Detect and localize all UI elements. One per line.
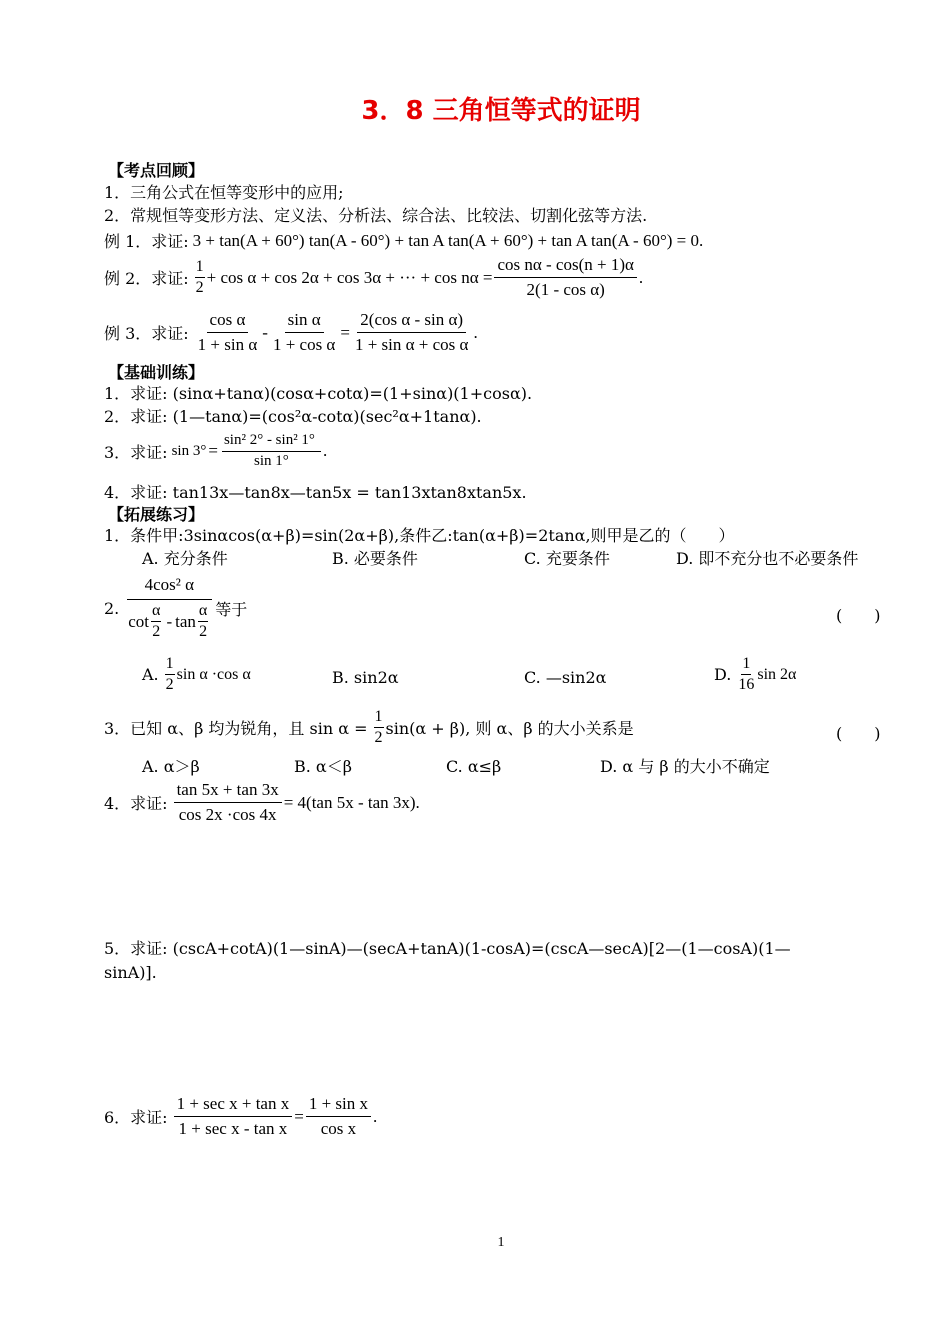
example-3	[104, 310, 478, 355]
example-3-fraction-1	[195, 310, 261, 355]
fraction-denominator: 2	[195, 279, 204, 296]
equals-sign: =	[340, 322, 350, 342]
ext-question-2-option-a	[142, 655, 251, 694]
fraction-numerator: cos α	[207, 310, 249, 333]
example-3-fraction-3	[352, 310, 472, 355]
ext-question-6-rhs-fraction	[306, 1094, 371, 1139]
basic-question-3-lhs: sin 3°	[171, 442, 207, 459]
fraction-denominator: 2	[199, 623, 208, 640]
ext-question-2	[104, 575, 251, 641]
fraction-denominator: 2	[374, 729, 383, 746]
ext-question-1-option-d: D. 即不充分也不必要条件	[676, 549, 859, 568]
period: .	[473, 322, 478, 342]
fraction-numerator: 2(cos α - sin α)	[357, 310, 466, 333]
period: .	[373, 1106, 378, 1126]
basic-question-3-fraction	[222, 432, 321, 470]
fraction-numerator: 1 + sin x	[306, 1094, 371, 1117]
example-2-half-fraction	[195, 258, 205, 297]
cot-label: cot	[128, 611, 150, 631]
ext-question-6-label: 6．求证:	[104, 1108, 168, 1127]
minus-sign: -	[166, 611, 173, 631]
alpha-half-fraction	[198, 602, 208, 641]
review-item-2: 2．常规恒等变形方法、定义法、分析法、综合法、比较法、切割化弦等方法.	[104, 206, 648, 225]
ext-question-3-option-b: B. α＜β	[294, 757, 352, 776]
example-3-label: 例 3．求证:	[104, 324, 189, 343]
ext-question-2-option-b: B. sin2α	[332, 668, 399, 687]
fraction-numerator: α	[151, 602, 161, 622]
ext-question-2-label: 2.	[104, 598, 120, 618]
fraction-denominator: cos 2x ·cos 4x	[178, 805, 277, 824]
fraction-numerator: cos nα - cos(n + 1)α	[494, 255, 636, 278]
page-title: 3．8 三角恒等式的证明	[361, 96, 641, 126]
basic-question-3	[104, 432, 327, 470]
period: .	[638, 267, 644, 287]
fraction-denominator: 2	[165, 676, 174, 693]
basic-question-1: 1．求证: (sinα+tanα)(cosα+cotα)=(1+sinα)(1+cosα).	[104, 384, 533, 403]
ext-question-5-line-2: sinA)].	[104, 963, 157, 982]
option-label: D.	[714, 665, 732, 684]
ext-question-1-option-b: B. 必要条件	[332, 549, 418, 568]
ext-question-1-option-a: A. 充分条件	[142, 549, 228, 568]
example-2-label: 例 2．求证:	[104, 269, 189, 288]
section-heading-basic: 【基础训练】	[108, 363, 205, 382]
option-d-expression: sin 2α	[757, 665, 797, 683]
ext-question-1: 1．条件甲:3sinαcos(α+β)=sin(2α+β),条件乙:tan(α+β)=2tanα,则甲是乙的（ ）	[104, 526, 735, 545]
ext-question-6-lhs-fraction	[174, 1094, 293, 1139]
section-heading-extension: 【拓展练习】	[108, 505, 205, 524]
ext-question-4-fraction	[174, 780, 282, 825]
fraction-denominator: 1 + sin α + cos α	[354, 335, 469, 354]
fraction-denominator: 2	[152, 623, 161, 640]
section-heading-review: 【考点回顾】	[108, 161, 205, 180]
basic-question-4: 4．求证: tan13x—tan8x—tan5x = tan13xtan8xtan5x.	[104, 483, 527, 502]
ext-question-3-option-c: C. α≤β	[446, 757, 502, 776]
tan-label: tan	[175, 611, 196, 631]
ext-question-4-label: 4．求证:	[104, 794, 168, 813]
fraction-denominator: 1 + sec x - tan x	[178, 1119, 288, 1138]
example-1	[104, 229, 703, 252]
ext-question-3-option-d: D. α 与 β 的大小不确定	[600, 757, 770, 776]
fraction-numerator: 4cos² α	[127, 575, 212, 600]
example-1-expression: 3 + tan(A + 60°) tan(A - 60°) + tan A tan(A + 60°) + tan A tan(A - 60°) = 0.	[192, 230, 704, 250]
half-fraction	[165, 655, 175, 694]
ext-question-3-prefix: 3．已知 α、β 均为锐角，且 sin α =	[104, 719, 368, 738]
fraction-numerator: sin α	[285, 310, 324, 333]
example-1-label: 例 1．求证:	[104, 232, 189, 251]
fraction-denominator: sin 1°	[254, 453, 289, 469]
fraction-numerator: α	[198, 602, 208, 622]
ext-question-2-suffix: 等于	[215, 599, 248, 619]
fraction-denominator	[125, 600, 213, 641]
fraction-denominator: cos x	[320, 1119, 357, 1138]
half-fraction	[374, 708, 384, 747]
example-2-rhs-fraction	[494, 255, 636, 300]
ext-question-3	[104, 708, 638, 747]
equals-sign: =	[208, 441, 218, 460]
basic-question-2: 2．求证: (1—tanα)=(cos²α-cotα)(sec²α+1tanα).	[104, 407, 482, 426]
fraction-denominator: 1 + sin α	[197, 335, 258, 354]
example-2	[104, 255, 643, 300]
ext-question-1-option-c: C. 充要条件	[524, 549, 610, 568]
option-a-expression: sin α ·cos α	[176, 665, 251, 683]
fraction-numerator: tan 5x + tan 3x	[174, 780, 282, 803]
ext-question-4-rhs: = 4(tan 5x - tan 3x).	[283, 792, 420, 812]
period: .	[322, 441, 328, 460]
review-item-1: 1．三角公式在恒等变形中的应用;	[104, 183, 344, 202]
answer-blank: ( )	[836, 724, 881, 743]
alpha-half-fraction	[151, 602, 161, 641]
page-number: 1	[497, 1235, 505, 1250]
fraction-numerator: 1	[165, 655, 175, 675]
ext-question-3-tail: sin(α + β), 则 α、β 的大小关系是	[385, 719, 634, 738]
ext-question-6	[104, 1094, 377, 1139]
answer-blank: ( )	[836, 606, 881, 625]
ext-question-2-option-d	[714, 655, 796, 694]
fraction-denominator: 2(1 - cos α)	[526, 280, 605, 299]
fraction-numerator: 1	[195, 258, 205, 278]
ext-question-5-line-1: 5．求证: (cscA+cotA)(1—sinA)—(secA+tanA)(1-cosA)=(cscA—secA)[2—(1—cosA)(1—	[104, 939, 791, 958]
fraction-denominator: 16	[738, 676, 755, 693]
fraction-numerator: 1	[374, 708, 384, 728]
fraction-denominator: 1 + cos α	[272, 335, 336, 354]
option-label: A.	[142, 665, 159, 684]
fraction-numerator: 1	[741, 655, 751, 675]
ext-question-2-option-c: C. —sin2α	[524, 668, 607, 687]
basic-question-3-label: 3．求证:	[104, 442, 168, 462]
ext-question-3-option-a: A. α＞β	[142, 757, 200, 776]
fraction-numerator: 1 + sec x + tan x	[174, 1094, 293, 1117]
equals-sign: =	[294, 1106, 304, 1126]
ext-question-2-fraction	[125, 575, 213, 641]
ext-question-4	[104, 780, 420, 825]
example-3-fraction-2	[270, 310, 338, 355]
example-2-sum: + cos α + cos 2α + cos 3α + ··· + cos nα =	[206, 267, 493, 287]
minus-sign: -	[262, 322, 268, 342]
sixteenth-fraction	[737, 655, 755, 694]
fraction-numerator: sin² 2° - sin² 1°	[222, 432, 321, 452]
